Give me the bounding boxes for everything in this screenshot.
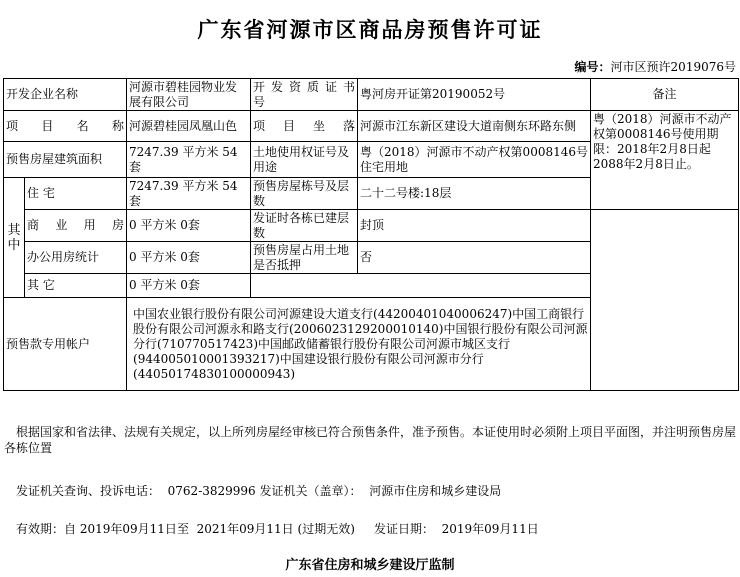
phone-label: 发证机关查询、投诉电话： [16,484,161,498]
serial-number [575,58,736,75]
issuer-name: 河源市住房和城乡建设局 [369,484,502,498]
presale-area-label: 预售房屋建筑面积 [4,142,127,178]
floors-built-value: 封顶 [358,210,591,242]
other-label: 其 它 [25,274,127,298]
commercial-label: 商 业 用 房 [25,210,127,242]
validity-line [16,520,539,537]
remarks-label: 备注 [591,79,739,111]
commercial-value: 0 平方米 0套 [127,210,251,242]
supervisor-footer: 广东省住房和城乡建设厅监制 [285,558,455,573]
row-developer [4,79,739,111]
office-value: 0 平方米 0套 [127,242,251,274]
document-title: 广东省河源市区商品房预售许可证 [197,18,543,42]
remarks-value: 粤（2018）河源市不动产权第0008146号使用期限：2018年2月8日起2088年2月8日止。 [591,111,739,210]
mortgage-label: 预售房屋占用土地是否抵押 [251,242,358,274]
developer-label: 开发企业名称 [4,79,127,111]
location-value: 河源市江东新区建设大道南侧东环路东侧 [358,111,591,142]
presale-area-value: 7247.39 平方米 54套 [127,142,251,178]
permit-table [3,78,739,391]
serial-value: 河市区预许2019076号 [610,60,736,74]
floors-built-label: 发证时各栋已建层数 [251,210,358,242]
other-blank [251,274,591,298]
project-value: 河源碧桂园凤凰山色 [127,111,251,142]
side-label-qizhong: 其中 [4,178,25,298]
land-cert-label: 土地使用权证号及用途 [251,142,358,178]
location-label: 项 目 坐 落 [251,111,358,142]
office-label: 办公用房统计 [25,242,127,274]
residential-label: 住 宅 [25,178,127,210]
qualification-label: 开 发 资 质 证 书 号 [251,79,358,111]
accounts-value: 中国农业银行股份有限公司河源建设大道支行(44200401040006247)中国工商银行股份有限公司河源永和路支行(2006023129200010140)中国银行股份有限公司河源分行(710770517423)中国邮政储蓄银行股份有限公司河源市城区支行(944005010001393217)中国建设银行股份有限公司河源市分行(44050174830100000943) [127,298,591,391]
validity-expired-note: (过期无效) [297,522,355,536]
other-value: 0 平方米 0套 [127,274,251,298]
row-project [4,111,739,142]
validity-label: 有效期：自 [16,522,77,536]
phone-number: 0762-3829996 [167,484,256,498]
validity-end: 2021年09月11日 [196,522,294,536]
validity-start: 2019年09月11日 [79,522,177,536]
project-label: 项 目 名 称 [4,111,127,142]
validity-to: 至 [176,522,189,536]
developer-value: 河源市碧桂园物业发展有限公司 [127,79,251,111]
accounts-label: 预售款专用帐户 [4,298,127,391]
qualification-value: 粤河房开证第20190052号 [358,79,591,111]
legal-notice: 根据国家和省法律、法规有关规定，以上所列房屋经审核已符合预售条件，准予预售。本证使用时必须附上项目平面图，并注明预售房屋各栋位置 [4,425,737,455]
building-label: 预售房屋栋号及层数 [251,178,358,210]
residential-value: 7247.39 平方米 54套 [127,178,251,210]
land-cert-value: 粤（2018）河源市不动产权第0008146号 住宅用地 [358,142,591,178]
row-commercial [4,210,739,242]
contact-line [16,482,501,499]
issue-date-label: 发证日期： [373,522,434,536]
serial-label: 编号： [574,60,611,74]
remarks-blank [591,210,739,391]
issuer-label: 发证机关（盖章）： [259,484,362,498]
building-value: 二十二号楼:18层 [358,178,591,210]
issue-date: 2019年09月11日 [441,522,539,536]
mortgage-value: 否 [358,242,591,274]
